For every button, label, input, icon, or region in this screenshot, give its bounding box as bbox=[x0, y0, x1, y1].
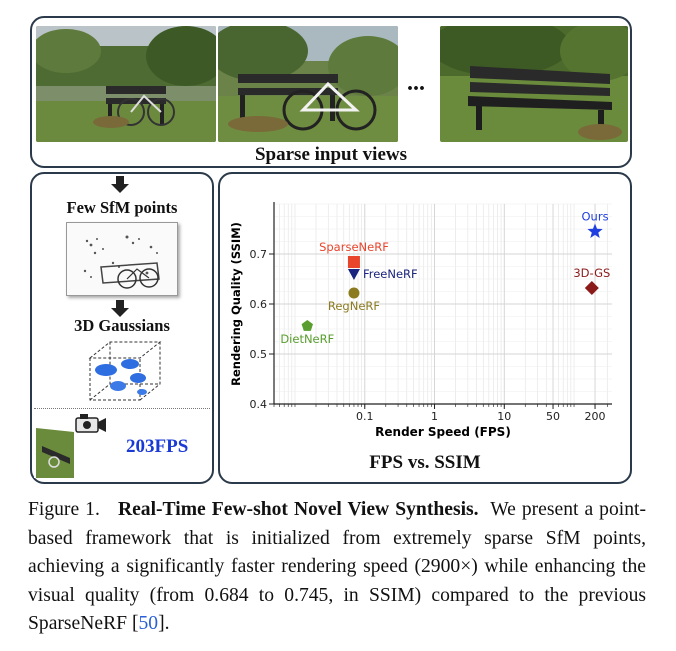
y-axis-label: Rendering Quality (SSIM) bbox=[229, 222, 243, 386]
fps-result-label: 203FPS bbox=[126, 436, 189, 457]
sparse-input-views-panel bbox=[30, 16, 632, 168]
fps-ssim-chart bbox=[220, 174, 630, 444]
point-dietnerf bbox=[302, 320, 313, 331]
sfm-point-cloud-image bbox=[66, 222, 178, 296]
x-tick-label: 0.1 bbox=[356, 410, 374, 423]
label-freenerf: FreeNeRF bbox=[362, 267, 418, 281]
x-tick-label: 10 bbox=[497, 410, 512, 423]
label-3d-gaussians: 3D Gaussians bbox=[74, 316, 170, 335]
divider bbox=[34, 408, 210, 409]
label-regnerf: RegNeRF bbox=[327, 299, 381, 313]
camera-icon bbox=[74, 410, 108, 438]
down-arrow-icon bbox=[110, 176, 130, 194]
gaussian-cube-illustration bbox=[80, 338, 164, 404]
label-3d-gs: 3D-GS bbox=[573, 266, 611, 280]
caption-end: ]. bbox=[158, 613, 170, 634]
chart-title: FPS vs. SSIM bbox=[369, 452, 481, 473]
label-dietnerf: DietNeRF bbox=[280, 332, 335, 346]
y-tick-label: 0.5 bbox=[249, 348, 267, 361]
photo-bench-alone bbox=[440, 26, 628, 142]
y-tick-label: 0.4 bbox=[249, 398, 267, 411]
point-sparsenerf bbox=[348, 256, 360, 268]
fps-vs-ssim-panel bbox=[218, 172, 632, 484]
photo-bench-with-bike-2 bbox=[218, 26, 398, 142]
pipeline-panel bbox=[30, 172, 214, 484]
figure-label: Figure 1. bbox=[28, 499, 100, 520]
caption-body: We present a point-based framework that is initialized from extremely sparse SfM points, achieving a significantly faster rendering speed (2900×) while enhancing the visual quality (from 0.684 to 0.745, in SSIM) compared to the previous SparseNeRF [ bbox=[28, 499, 646, 634]
photo-bench-with-bike-1 bbox=[36, 26, 216, 142]
panel-title-sparse-input-views: Sparse input views bbox=[254, 144, 408, 165]
point-3d-gs bbox=[585, 281, 599, 295]
y-tick-label: 0.7 bbox=[249, 248, 267, 261]
point-regnerf bbox=[348, 288, 359, 299]
citation-link[interactable]: 50 bbox=[138, 613, 159, 634]
x-tick-label: 50 bbox=[546, 410, 561, 423]
caption-title: Real-Time Few-shot Novel View Synthesis. bbox=[117, 499, 479, 520]
figure-caption bbox=[28, 496, 646, 639]
label-ours: Ours bbox=[581, 209, 609, 224]
ellipsis-more-views: ... bbox=[407, 70, 425, 96]
y-tick-label: 0.6 bbox=[249, 298, 267, 311]
x-axis-label: Render Speed (FPS) bbox=[375, 425, 511, 439]
x-tick-label: 1 bbox=[431, 410, 439, 423]
label-few-sfm-points: Few SfM points bbox=[66, 198, 178, 217]
x-tick-label: 200 bbox=[584, 410, 606, 423]
label-sparsenerf: SparseNeRF bbox=[319, 240, 389, 254]
